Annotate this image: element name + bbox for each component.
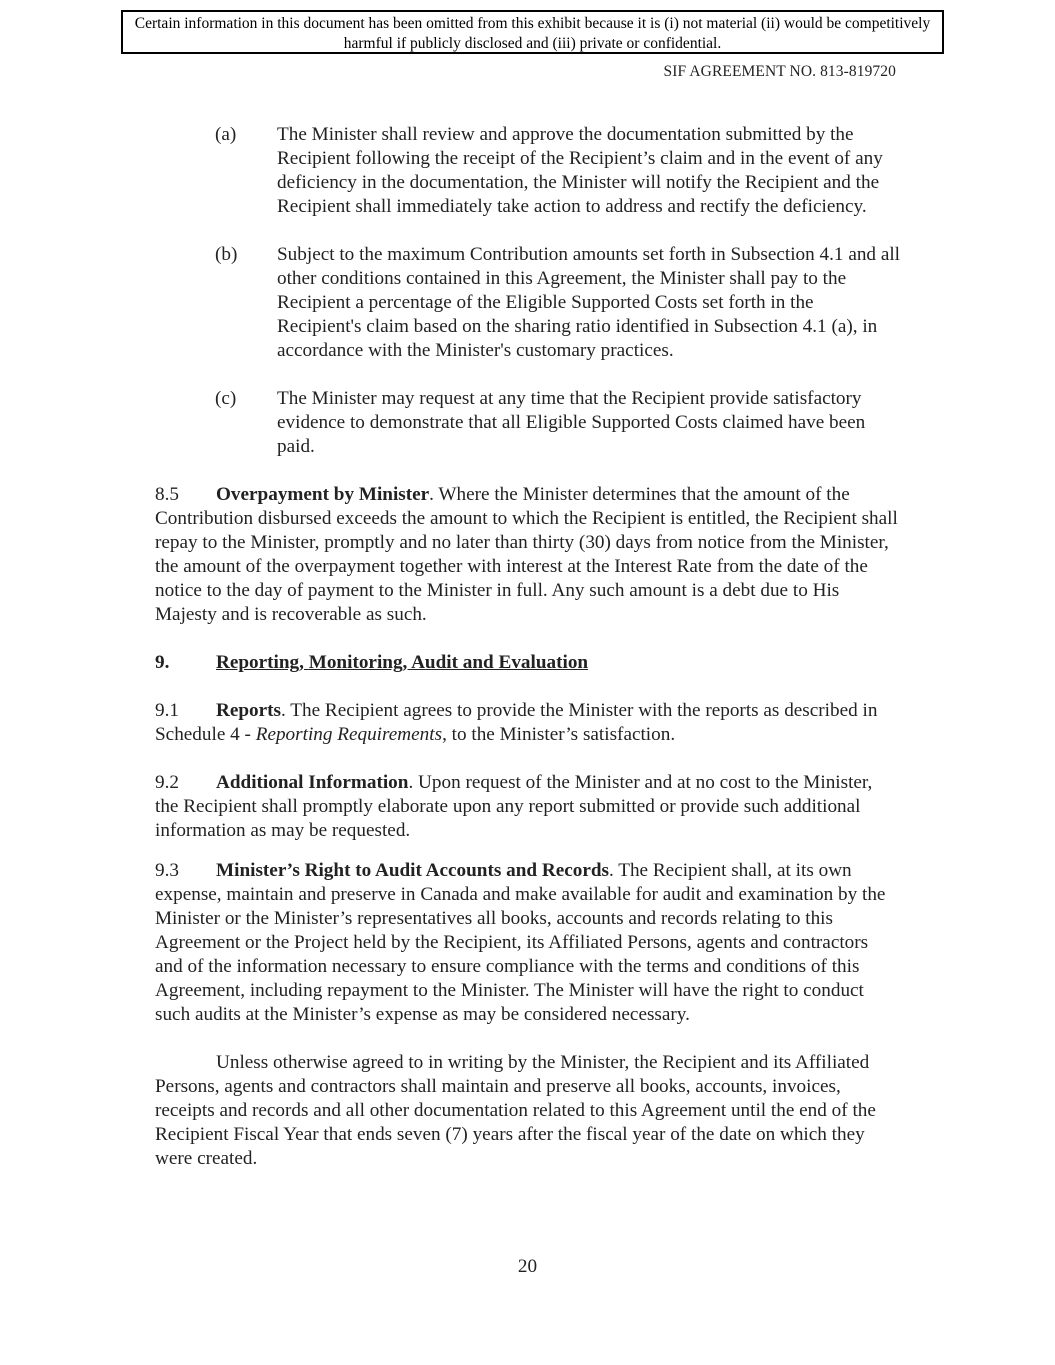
section-text: . The Recipient shall, at its own expense, maintain and preserve in Canada and make available for audit and examination by the Minister or the Minister’s representatives all books, accounts and records relating to this Agreement or the Project held by the Recipient, its Affiliated Persons, agents and contractors and of the information necessary to ensure compliance with the terms and conditions of this Agreement, including repayment to the Minister. The Minister will have the right to conduct such audits at the Minister’s expense as may be considered necessary. [155,860,886,1025]
section-text-end: , to the Minister’s satisfaction. [442,724,676,745]
section-title: Reports [216,700,282,721]
section-number: 9.3 [155,860,179,881]
section-9-3 [155,859,900,1027]
clause-label: (b) [215,244,238,265]
section-title: Overpayment by Minister [216,484,430,505]
section-number: 8.5 [155,484,179,505]
confidentiality-notice [121,10,944,54]
clause-item-b [155,243,900,363]
section-9-heading [155,651,900,675]
clause-label: (c) [215,388,237,409]
section-title: Minister’s Right to Audit Accounts and Records [216,860,609,881]
schedule-reference: Reporting Requirements [255,724,443,745]
section-8-5 [155,483,900,627]
clause-item-c [155,387,900,459]
agreement-number: SIF AGREEMENT NO. 813-819720 [663,63,896,80]
clause-text: The Minister shall review and approve the documentation submitted by the Recipient following the receipt of the Recipient’s claim and in the event of any deficiency in the documentation, the Minister will notify the Recipient and the Recipient shall immediately take action to address and rectify the deficiency. [277,124,883,217]
section-9-1 [155,699,900,747]
section-text: . The Recipient agrees to provide the Minister with the reports as described in Schedule 4 - [155,700,878,745]
section-title: Reporting, Monitoring, Audit and Evaluation [216,652,589,673]
confidentiality-notice-text: Certain information in this document has been omitted from this exhibit because it is (i) not material (ii) would be competitively harmful if publicly disclosed and (iii) private or confidential. [134,15,931,52]
section-text: . Where the Minister determines that the amount of the Contribution disbursed exceeds the amount to which the Recipient is entitled, the Recipient shall repay to the Minister, promptly and no later than thirty (30) days from notice from the Minister, the amount of the overpayment together with interest at the Interest Rate from the date of the notice to the day of payment to the Minister in full. Any such amount is a debt due to His Majesty and is recoverable as such. [155,484,898,625]
clause-text: Subject to the maximum Contribution amounts set forth in Subsection 4.1 and all other conditions contained in this Agreement, the Minister shall pay to the Recipient a percentage of the Eligible Supported Costs set forth in the Recipient's claim based on the sharing ratio identified in Subsection 4.1 (a), in accordance with the Minister's customary practices. [277,244,900,361]
document-body [155,123,900,1195]
section-9-2 [155,771,900,843]
section-number: 9.2 [155,772,179,793]
section-number: 9. [155,652,170,673]
section-title: Additional Information [216,772,409,793]
section-9-3-retention-paragraph: Unless otherwise agreed to in writing by the Minister, the Recipient and its Affiliated Persons, agents and contractors shall maintain and preserve all books, accounts, invoices, receipts and records and all other documentation related to this Agreement until the end of the Recipient Fiscal Year that ends seven (7) years after the fiscal year of the date on which they were created. [155,1052,876,1169]
section-text: . Upon request of the Minister and at no cost to the Minister, the Recipient shall promptly elaborate upon any report submitted or provide such additional information as may be requested. [155,772,873,841]
clause-label: (a) [215,124,237,145]
section-number: 9.1 [155,700,179,721]
clause-text: The Minister may request at any time that the Recipient provide satisfactory evidence to demonstrate that all Eligible Supported Costs claimed have been paid. [277,388,866,457]
clause-item-a [155,123,900,219]
page-number: 20 [517,1256,538,1277]
